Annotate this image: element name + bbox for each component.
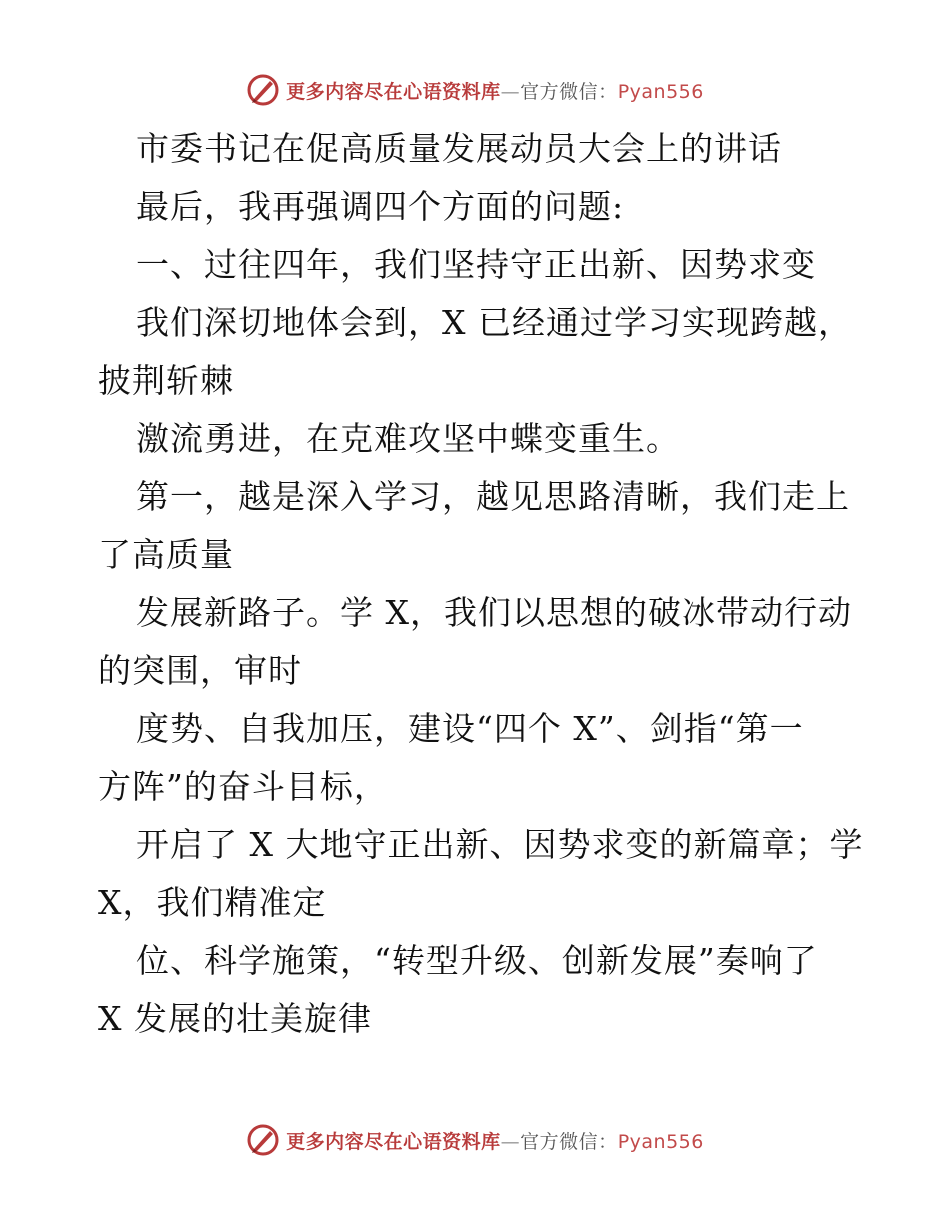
paragraph-line: 我们深切地体会到，X 已经通过学习实现跨越， [136,303,852,342]
banner-text [286,1127,704,1154]
paragraph-line: 最后，我再强调四个方面的问题: [136,187,625,226]
banner-dash: — [500,1130,521,1153]
quill-pen-logo-icon [246,73,280,107]
paragraph-line: 的突围，审时 [98,651,302,690]
paragraph-line: X，我们精准定 [98,883,327,922]
section-heading: 一、过往四年，我们坚持守正出新、因势求变 [136,245,816,284]
banner-wechat-label: 官方微信： [520,80,618,103]
banner-wechat-id: Pyan556 [617,1130,704,1153]
paragraph-line: 了高质量 [98,535,234,574]
paragraph-line: 激流勇进，在克难攻坚中蝶变重生。 [136,419,680,458]
banner-wechat-id: Pyan556 [617,80,704,103]
document-body [98,120,864,1048]
paragraph-line: X 发展的壮美旋律 [98,999,372,1038]
paragraph-line: 位、科学施策，“转型升级、创新发展”奏响了 [136,941,818,980]
footer-banner [0,1120,950,1160]
document-title: 市委书记在促高质量发展动员大会上的讲话 [136,129,782,168]
paragraph-line: 开启了 X 大地守正出新、因势求变的新篇章；学 [136,825,864,864]
banner-slogan: 更多内容尽在心语资料库 [286,1130,501,1153]
header-banner [0,70,950,110]
paragraph-line: 披荆斩棘 [98,361,234,400]
paragraph-line: 方阵”的奋斗目标， [98,767,388,806]
paragraph-line: 第一，越是深入学习，越见思路清晰，我们走上 [136,477,850,516]
paragraph-line: 度势、自我加压，建设“四个 X”、剑指“第一 [136,709,804,748]
banner-slogan: 更多内容尽在心语资料库 [286,80,501,103]
paragraph-line: 发展新路子。学 X，我们以思想的破冰带动行动 [136,593,852,632]
banner-dash: — [500,80,521,103]
banner-text [286,77,704,104]
banner-wechat-label: 官方微信： [520,1130,618,1153]
quill-pen-logo-icon [246,1123,280,1157]
